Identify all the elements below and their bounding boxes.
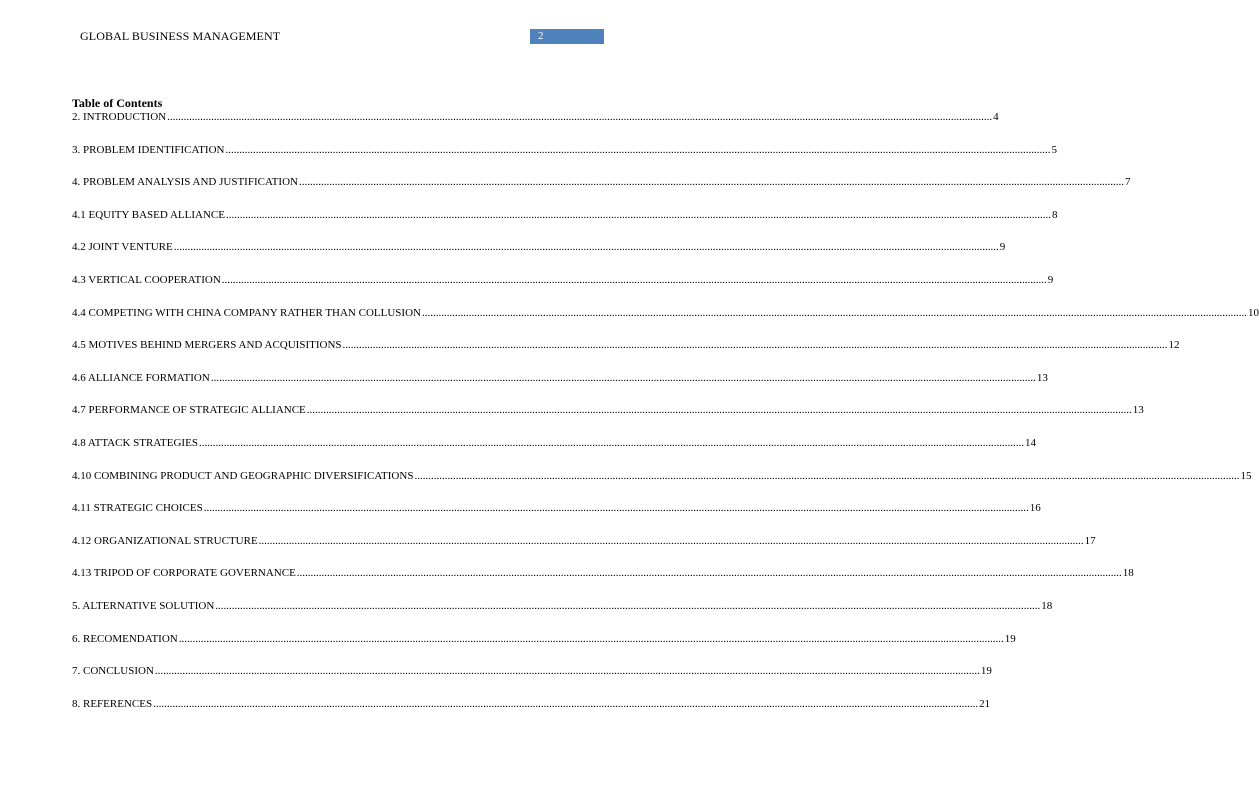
toc-entry[interactable] — [72, 306, 1259, 320]
toc-entry-label: 4. PROBLEM ANALYSIS AND JUSTIFICATION — [72, 176, 298, 189]
toc-entry-page-number: 21 — [979, 697, 991, 710]
toc-entry-label: 4.5 MOTIVES BEHIND MERGERS AND ACQUISITIONS — [72, 339, 342, 352]
toc-entry-page-number: 4 — [993, 111, 999, 123]
toc-dot-leader: ............................................................................................................................................................................................................................................................................................................ — [210, 371, 1036, 384]
toc-entry[interactable] — [72, 664, 992, 678]
toc-dot-leader: ............................................................................................................................................................................................................................................................................................................ — [225, 208, 1051, 221]
toc-entry[interactable] — [72, 436, 1036, 450]
toc-entry-page-number: 13 — [1036, 371, 1048, 384]
toc-entry[interactable] — [72, 371, 1048, 385]
toc-entry[interactable] — [72, 534, 1096, 548]
toc-entry-page-number: 15 — [1240, 469, 1252, 482]
toc-entry-label: 7. CONCLUSION — [72, 665, 154, 678]
toc-entry-label: 5. ALTERNATIVE SOLUTION — [72, 599, 215, 612]
toc-entry-page-number: 13 — [1132, 404, 1144, 417]
toc-entry-label: 4.3 VERTICAL COOPERATION — [72, 273, 221, 286]
toc-entry-label: 4.8 ATTACK STRATEGIES — [72, 436, 198, 449]
toc-dot-leader: ............................................................................................................................................................................................................................................................................................................ — [298, 176, 1124, 189]
toc-entry-page-number: 14 — [1024, 436, 1036, 449]
toc-entry-page-number: 12 — [1168, 339, 1180, 352]
toc-dot-leader: ............................................................................................................................................................................................................................................................................................................ — [178, 632, 1004, 645]
toc-entry[interactable] — [72, 501, 1041, 515]
toc-entry[interactable] — [72, 632, 1016, 646]
toc-entry-label: 3. PROBLEM IDENTIFICATION — [72, 143, 225, 156]
toc-list — [72, 110, 1259, 711]
toc-entry[interactable] — [72, 240, 1006, 254]
toc-entry-page-number: 5 — [1051, 143, 1057, 156]
toc-entry-label: 4.7 PERFORMANCE OF STRATEGIC ALLIANCE — [72, 404, 306, 417]
toc-entry-page-number: 9 — [1047, 273, 1054, 286]
toc-entry-label: 4.4 COMPETING WITH CHINA COMPANY RATHER THAN COLLUSION — [72, 306, 421, 319]
toc-entry[interactable] — [72, 208, 1058, 222]
toc-entry-label: 4.1 EQUITY BASED ALLIANCE — [72, 208, 225, 221]
toc-dot-leader: ............................................................................................................................................................................................................................................................................................................ — [173, 241, 999, 254]
toc-entry-label: 8. REFERENCES — [72, 697, 153, 710]
toc-entry[interactable] — [72, 273, 1054, 287]
page-number-badge: 2 — [530, 29, 604, 44]
toc-entry[interactable] — [72, 338, 1180, 352]
toc-entry-label: 4.12 ORGANIZATIONAL STRUCTURE — [72, 534, 258, 547]
toc-dot-leader: ............................................................................................................................................................................................................................................................................................................ — [221, 273, 1047, 286]
toc-entry[interactable] — [72, 143, 1057, 157]
toc-entry-label: 6. RECOMENDATION — [72, 632, 178, 645]
toc-dot-leader: ............................................................................................................................................................................................................................................................................................................ — [225, 143, 1051, 156]
running-header-title: GLOBAL BUSINESS MANAGEMENT — [80, 29, 281, 43]
toc-entry-page-number: 18 — [1041, 599, 1053, 612]
toc-dot-leader: ............................................................................................................................................................................................................................................................................................................ — [296, 567, 1122, 580]
toc-entry-label: 4.11 STRATEGIC CHOICES — [72, 502, 203, 515]
toc-entry[interactable] — [72, 110, 999, 124]
toc-dot-leader: ............................................................................................................................................................................................................................................................................................................ — [414, 469, 1240, 482]
toc-entry-page-number: 16 — [1029, 502, 1041, 515]
toc-entry[interactable] — [72, 566, 1134, 580]
toc-entry-page-number: 10 — [1247, 306, 1259, 319]
toc-dot-leader: ............................................................................................................................................................................................................................................................................................................ — [153, 697, 979, 710]
toc-dot-leader: ............................................................................................................................................................................................................................................................................................................ — [154, 665, 980, 678]
toc-dot-leader: ............................................................................................................................................................................................................................................................................................................ — [198, 436, 1024, 449]
toc-dot-leader: ............................................................................................................................................................................................................................................................................................................ — [167, 111, 993, 123]
toc-entry-label: 4.10 COMBINING PRODUCT AND GEOGRAPHIC DIVERSIFICATIONS — [72, 469, 414, 482]
toc-entry-page-number: 17 — [1084, 534, 1096, 547]
toc-entry-page-number: 19 — [980, 665, 992, 678]
toc-entry-page-number: 18 — [1122, 567, 1134, 580]
toc-entry-label: 4.2 JOINT VENTURE — [72, 241, 173, 254]
toc-dot-leader: ............................................................................................................................................................................................................................................................................................................ — [306, 404, 1132, 417]
toc-dot-leader: ............................................................................................................................................................................................................................................................................................................ — [203, 502, 1029, 515]
toc-entry[interactable] — [72, 599, 1053, 613]
toc-heading: Table of Contents — [72, 96, 163, 110]
toc-entry-label: 4.13 TRIPOD OF CORPORATE GOVERNANCE — [72, 567, 296, 580]
toc-entry-page-number: 9 — [999, 241, 1006, 254]
toc-entry[interactable] — [72, 175, 1131, 189]
toc-entry-label: 4.6 ALLIANCE FORMATION — [72, 371, 210, 384]
toc-entry[interactable] — [72, 469, 1252, 483]
toc-entry-page-number: 19 — [1004, 632, 1016, 645]
toc-dot-leader: ............................................................................................................................................................................................................................................................................................................ — [215, 599, 1041, 612]
toc-entry-label: 2. INTRODUCTION — [72, 111, 167, 123]
toc-dot-leader: ............................................................................................................................................................................................................................................................................................................ — [258, 534, 1084, 547]
toc-dot-leader: ............................................................................................................................................................................................................................................................................................................ — [342, 339, 1168, 352]
toc-entry[interactable] — [72, 403, 1144, 417]
toc-entry-page-number: 7 — [1124, 176, 1131, 189]
toc-entry-page-number: 8 — [1051, 208, 1058, 221]
table-of-contents — [72, 96, 1259, 711]
toc-dot-leader: ............................................................................................................................................................................................................................................................................................................ — [421, 306, 1247, 319]
toc-entry[interactable] — [72, 697, 991, 711]
